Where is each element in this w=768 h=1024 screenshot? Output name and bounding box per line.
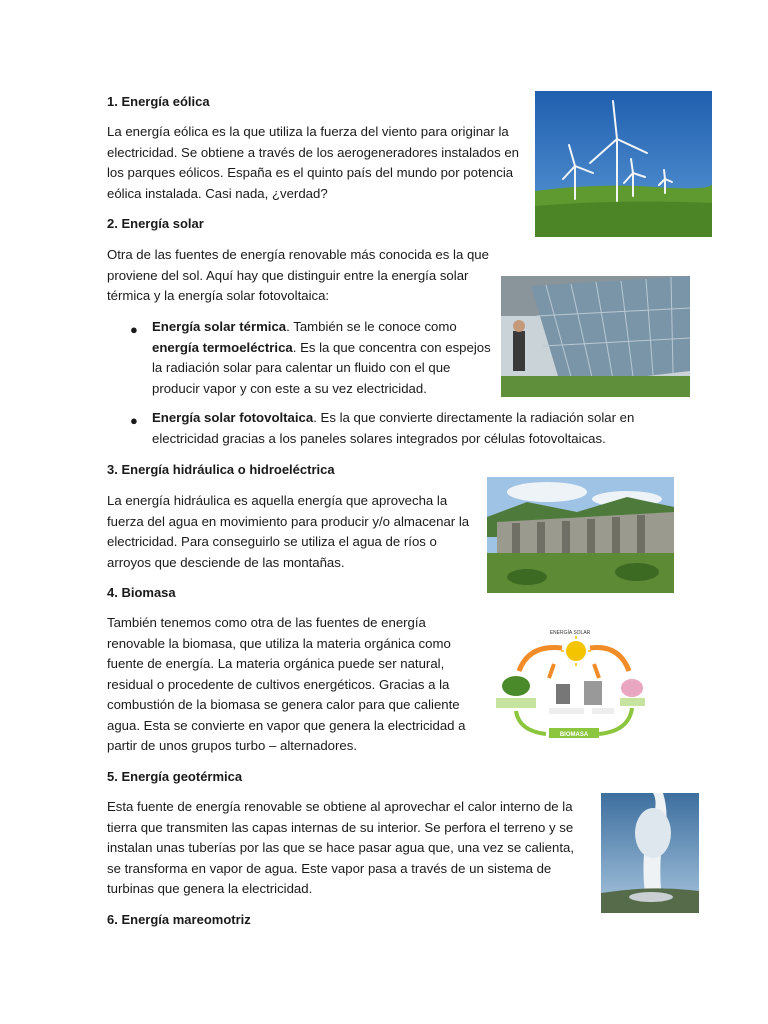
bullet-marker: ● (130, 322, 138, 337)
diagram-center-label: BIOMASA (559, 732, 589, 738)
heading-eolica: 1. Energía eólica (107, 94, 210, 109)
paragraph-eolica: La energía eólica es la que utiliza la fuerza del viento para originar la electricidad. Se obtiene a través de los aerogeneradores instalados en los parques eólicos. España es el quinto país del mundo por potencia eólica instalada. Casi nada, ¿verdad? (107, 124, 520, 201)
paragraph-hidraulica: La energía hidráulica es aquella energía que aprovecha la fuerza del agua en movimiento para producir y/o almacenar la electricidad. Para conseguirlo se utiliza el agua de ríos o arroyos que desciende de las montañas. (107, 493, 470, 570)
dam-image (487, 477, 674, 593)
heading-biomasa: 4. Biomasa (107, 585, 176, 600)
waste-icon (621, 679, 643, 697)
paragraph-geotermica: Esta fuente de energía renovable se obtiene al aprovechar el calor interno de la tierra que transmiten las capas internas de su interior. Se perfora el terreno y se instalan unas tuberías por las que se hace pasar agua que, una vez se calienta, se transforma en vapor de agua. Este vapor pasa a través de un sistema de turbinas que genera la electricidad. (107, 799, 575, 896)
geyser-image (601, 793, 699, 913)
solar-panels-image (501, 276, 690, 397)
heading-solar: 2. Energía solar (107, 216, 204, 231)
heading-mareomotriz: 6. Energía mareomotriz (107, 912, 251, 927)
sun-icon (566, 641, 586, 661)
heading-geotermica: 5. Energía geotérmica (107, 769, 243, 784)
bullet-marker: ● (130, 413, 138, 428)
wind-turbines-image (535, 91, 712, 237)
paragraph-solar-intro: Otra de las fuentes de energía renovable más conocida es la que proviene del sol. Aquí hay que distinguir entre la energía solar térmica y la energía solar fotovoltaica: (107, 247, 489, 303)
building-icon (584, 681, 602, 705)
diagram-title: ENERGÍA SOLAR (549, 630, 591, 636)
list-item-solar-termica: Energía solar térmica. También se le conoce como energía termoeléctrica. Es la que concentra con espejos la radiación solar para calentar un fluido con el que producir vapor y con este a su vez electricidad. (152, 319, 491, 396)
paragraph-biomasa: También tenemos como otra de las fuentes de energía renovable la biomasa, que utiliza la materia orgánica como fuente de energía. La materia orgánica puede ser natural, residual o procedente de cultivos energéticos. Gracias a la combustión de la biomasa se genera calor para que caliente agua. Esta se convierte en vapor que genera la electricidad a partir de unos grupos turbo – alternadores. (107, 615, 466, 753)
tree-icon (502, 676, 530, 696)
heading-hidraulica: 3. Energía hidráulica o hidroeléctrica (107, 462, 335, 477)
biomass-diagram (494, 626, 647, 741)
factory-icon (556, 684, 570, 704)
list-item-solar-fotovoltaica: Energía solar fotovoltaica. Es la que convierte directamente la radiación solar en electricidad gracias a los paneles solares integrados por células fotovoltaicas. (152, 410, 635, 446)
